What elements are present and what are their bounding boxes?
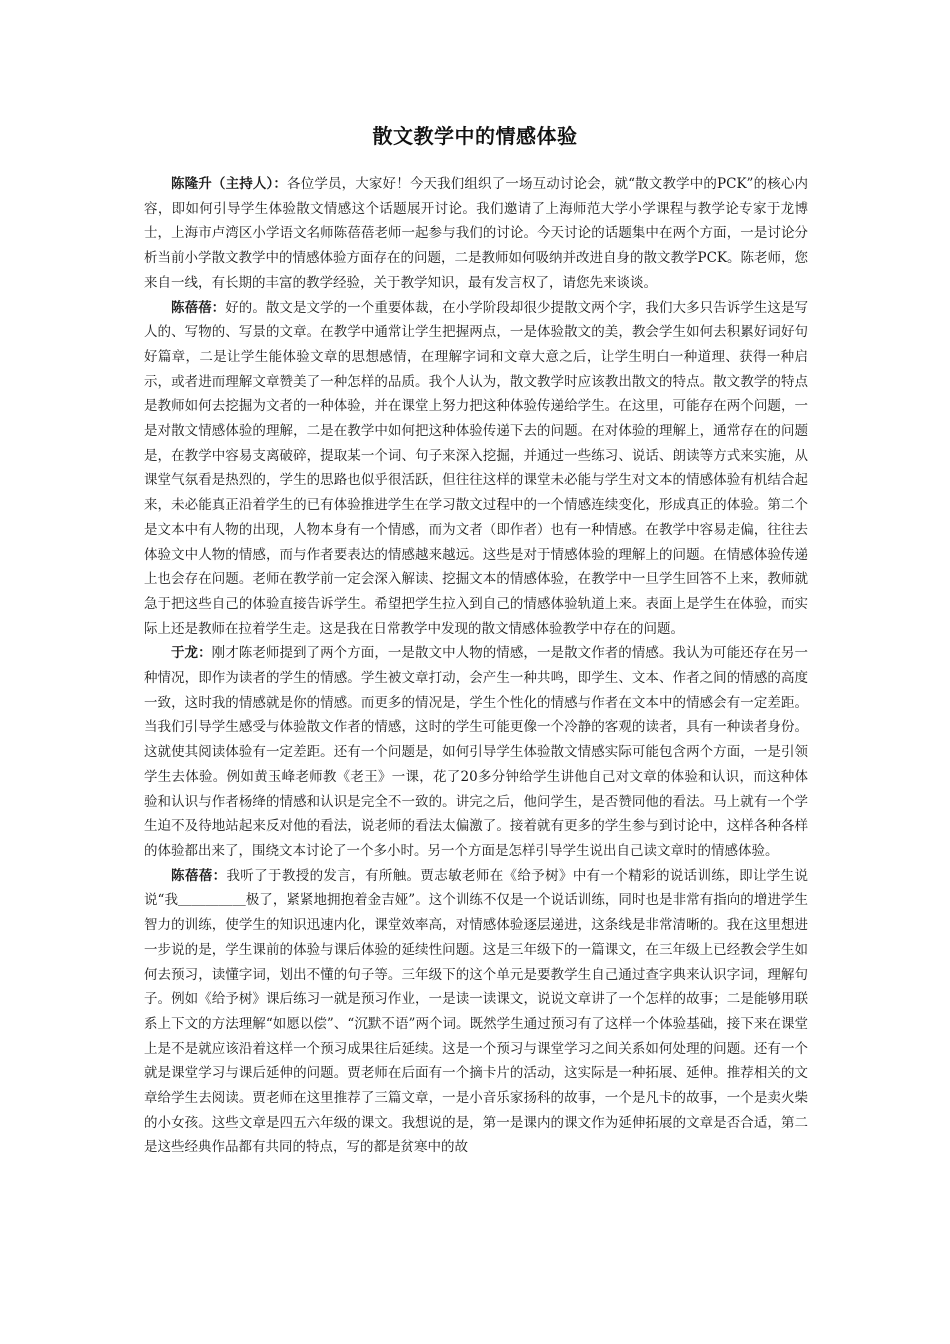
speaker-label: 陈蓓蓓： — [171, 867, 227, 884]
paragraph-chen-2 — [144, 864, 808, 1160]
speaker-label: 陈蓓蓓： — [171, 299, 226, 316]
document-body — [144, 172, 808, 1160]
paragraph-host-intro — [144, 172, 808, 296]
paragraph-chen-1 — [144, 296, 808, 642]
paragraph-text: 我听了于教授的发言，有所触。贾志敏老师在《给予树》中有一个精彩的说话训练，即让学生说说“我＿＿＿＿＿极了，紧紧地拥抱着金吉娅”。这个训练不仅是一个说话训练，同时也是非常有指向的增进学生智力的训练，使学生的知识迅速内化，课堂效率高，对情感体验逐层递进，这条线是非常清晰的。我在这里想进一步说的是，学生课前的体验与课后体验的延续性问题。这是三年级下的一篇课文，在三年级上已经教会学生如何去预习，读懂字词，划出不懂的句子等。三年级下的这个单元是要教学生自己通过查字典来认识字词，理解句子。例如《给予树》课后练习一就是预习作业，一是读一读课文，说说文章讲了一个怎样的故事；二是能够用联系上下文的方法理解“如愿以偿”、“沉默不语”两个词。既然学生通过预习有了这样一个体验基础，接下来在课堂上是不是就应该沿着这样一个预习成果往后延续。这是一个预习与课堂学习之间关系如何处理的问题。还有一个就是课堂学习与课后延伸的问题。贾老师在后面有一个摘卡片的活动，这实际是一种拓展、延伸。推荐相关的文章给学生去阅读。贾老师在这里推荐了三篇文章，一是小音乐家扬科的故事，一个是凡卡的故事，一个是卖火柴的小女孩。这些文章是四五六年级的课文。我想说的是，第一是课内的课文作为延伸拓展的文章是否合适，第二是这些经典作品都有共同的特点，写的都是贫寒中的故 — [144, 867, 809, 1156]
speaker-label: 于龙： — [171, 645, 212, 662]
paragraph-text: 各位学员，大家好！今天我们组织了一场互动讨论会，就“散文教学中的PCK”的核心内容，即如何引导学生体验散文情感这个话题展开讨论。我们邀请了上海师范大学小学课程与教学论专家于龙博士，上海市卢湾区小学语文名师陈蓓蓓老师一起参与我们的讨论。今天讨论的话题集中在两个方面，一是讨论分析当前小学散文教学中的情感体验方面存在的问题，二是教师如何吸纳并改进自身的散文教学PCK。陈老师，您来自一线，有长期的丰富的教学经验，关于教学知识，最有发言权了，请您先来谈谈。 — [144, 176, 808, 291]
paragraph-text: 好的。散文是文学的一个重要体裁，在小学阶段却很少提散文两个字，我们大多只告诉学生这是写人的、写物的、写景的文章。在教学中通常让学生把握两点，一是体验散文的美，教会学生如何去积累好词好句好篇章，二是让学生能体验文章的思想感情，在理解字词和文章大意之后，让学生明白一种道理、获得一种启示，或者进而理解文章赞美了一种怎样的品质。我个人认为，散文教学时应该教出散文的特点。散文教学的特点是教师如何去挖掘为文者的一种体验，并在课堂上努力把这种体验传递给学生。在这里，可能存在两个问题，一是对散文情感体验的理解，二是在教学中如何把这种体验传递下去的问题。在对体验的理解上，通常存在的问题是，在教学中容易支离破碎，提取某一个词、句子来深入挖掘，并通过一些练习、说话、朗读等方式来实施，从课堂气氛看是热烈的，学生的思路也似乎很活跃，但往往这样的课堂未必能与学生对文本的情感体验有机结合起来，未必能真正沿着学生的已有体验推进学生在学习散文过程中的一个情感连续变化，形成真正的体验。第二个是文本中有人物的出现，人物本身有一个情感，而为文者（即作者）也有一种情感。在教学中容易走偏，往往去体验文中人物的情感，而与作者要表达的情感越来越远。这些是对于情感体验的理解上的问题。在情感体验传递上也会存在问题。老师在教学前一定会深入解读、挖掘文本的情感体验，在教学中一旦学生回答不上来，教师就急于把这些自己的体验直接告诉学生。希望把学生拉入到自己的情感体验轨道上来。表面上是学生在体验，而实际上还是教师在拉着学生走。这是我在日常教学中发现的散文情感体验教学中存在的问题。 — [144, 299, 809, 637]
paragraph-yu-1 — [144, 641, 808, 863]
paragraph-text: 刚才陈老师提到了两个方面，一是散文中人物的情感，一是散文作者的情感。我认为可能还存在另一种情况，即作为读者的学生的情感。学生被文章打动，会产生一种共鸣，即学生、文本、作者之间的情感的高度一致，这时我的情感就是你的情感。而更多的情况是，学生个性化的情感与作者在文本中的情感会有一定差距。当我们引导学生感受与体验散文作者的情感，这时的学生可能更像一个冷静的客观的读者，具有一种读者身份。这就使其阅读体验有一定差距。还有一个问题是，如何引导学生体验散文情感实际可能包含两个方面，一是引领学生去体验。例如黄玉峰老师教《老王》一课，花了20多分钟给学生讲他自己对文章的体验和认识，而这种体验和认识与作者杨绛的情感和认识是完全不一致的。讲完之后，他问学生，是否赞同他的看法。马上就有一个学生迫不及待地站起来反对他的看法，说老师的看法太偏激了。接着就有更多的学生参与到讨论中，这样各种各样的体验都出来了，围绕文本讨论了一个多小时。另一个方面是怎样引导学生说出自己读文章时的情感体验。 — [144, 645, 809, 859]
document-title: 散文教学中的情感体验 — [372, 124, 578, 148]
speaker-label: 陈隆升（主持人）： — [171, 176, 288, 192]
